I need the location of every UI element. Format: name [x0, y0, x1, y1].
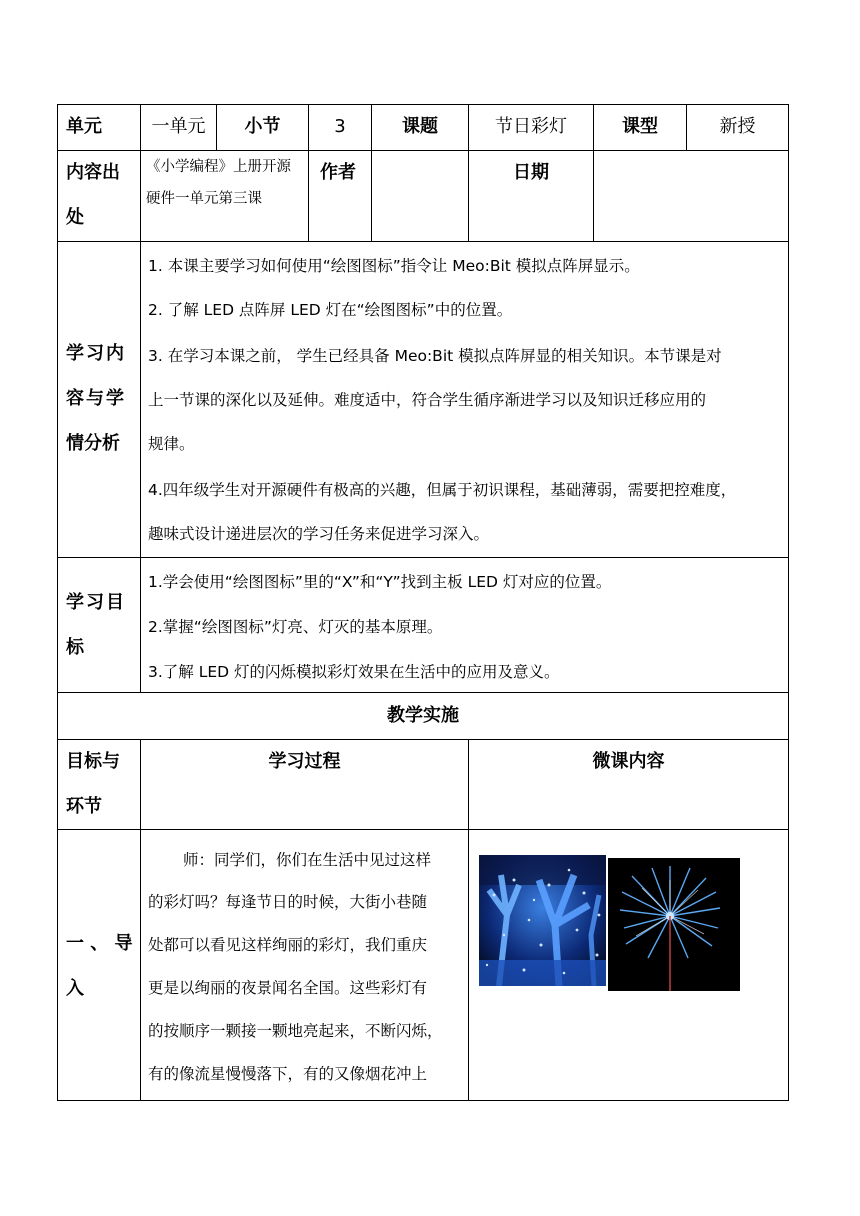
unit-value: 一单元: [151, 116, 206, 137]
intro-line: 处都可以看见这样绚丽的彩灯，我们重庆: [148, 936, 428, 954]
analysis-line: 规律。: [148, 435, 195, 453]
firework-led-image: [608, 858, 740, 991]
goal-line: 1.学会使用“绘图图标”里的“X”和“Y”找到主板 LED 灯对应的位置。: [148, 573, 612, 591]
intro-line: 有的像流星慢慢落下，有的又像烟花冲上: [148, 1065, 428, 1083]
analysis-label-line1: 学习内: [66, 343, 126, 364]
col-goal-stage-line2: 环节: [66, 796, 102, 817]
analysis-line: 3. 在学习本课之前， 学生已经具备 Meo:Bit 模拟点阵屏显的相关知识。本节课是对: [148, 347, 722, 365]
col-goal-stage-line1: 目标与: [66, 751, 120, 772]
goal-line: 2.掌握“绘图图标”灯亮、灯灭的基本原理。: [148, 618, 443, 636]
analysis-line: 4.四年级学生对开源硬件有极高的兴趣，但属于初识课程，基础薄弱，需要把控难度，: [148, 481, 737, 499]
goals-label-line1: 学习目: [66, 592, 126, 613]
source-value-line2: 硬件一单元第三课: [146, 191, 262, 207]
intro-label-line1: 一 、 导: [66, 933, 133, 954]
analysis-label-line3: 情分析: [66, 433, 120, 454]
date-label: 日期: [513, 162, 549, 183]
intro-line: 更是以绚丽的夜景闻名全国。这些彩灯有: [148, 979, 428, 997]
goals-label-line2: 标: [66, 637, 84, 658]
implementation-title: 教学实施: [387, 705, 459, 726]
analysis-label-line2: 容与学: [66, 388, 126, 409]
section-label: 小节: [244, 116, 281, 137]
intro-line: 的彩灯吗？每逢节日的时候，大街小巷随: [148, 893, 428, 911]
type-label: 课型: [622, 116, 658, 137]
analysis-line: 趣味式设计递进层次的学习任务来促进学习深入。: [148, 525, 490, 543]
goal-line: 3.了解 LED 灯的闪烁模拟彩灯效果在生活中的应用及意义。: [148, 663, 560, 681]
analysis-line: 上一节课的深化以及延伸。难度适中，符合学生循序渐进学习以及知识迁移应用的: [148, 391, 707, 409]
unit-label: 单元: [66, 116, 102, 137]
author-label: 作者: [320, 162, 356, 183]
col-learning-process: 学习过程: [268, 751, 341, 772]
intro-line: 的按顺序一颗接一颗地亮起来，不断闪烁，: [148, 1022, 443, 1040]
source-label-line2: 处: [66, 207, 84, 228]
blue-light-trees-image: [479, 855, 606, 986]
topic-value: 节日彩灯: [495, 116, 567, 137]
topic-label: 课题: [402, 116, 438, 137]
intro-line: 师：同学们，你们在生活中见过这样: [183, 851, 432, 869]
analysis-line: 1. 本课主要学习如何使用“绘图图标”指令让 Meo:Bit 模拟点阵屏显示。: [148, 257, 640, 275]
source-label-line1: 内容出: [66, 162, 120, 183]
source-value-line1: 《小学编程》上册开源: [146, 159, 291, 175]
section-value: 3: [334, 116, 346, 137]
intro-label-line2: 入: [66, 978, 84, 999]
col-microlesson: 微课内容: [592, 751, 665, 772]
type-value: 新授: [719, 116, 756, 137]
analysis-line: 2. 了解 LED 点阵屏 LED 灯在“绘图图标”中的位置。: [148, 301, 513, 319]
